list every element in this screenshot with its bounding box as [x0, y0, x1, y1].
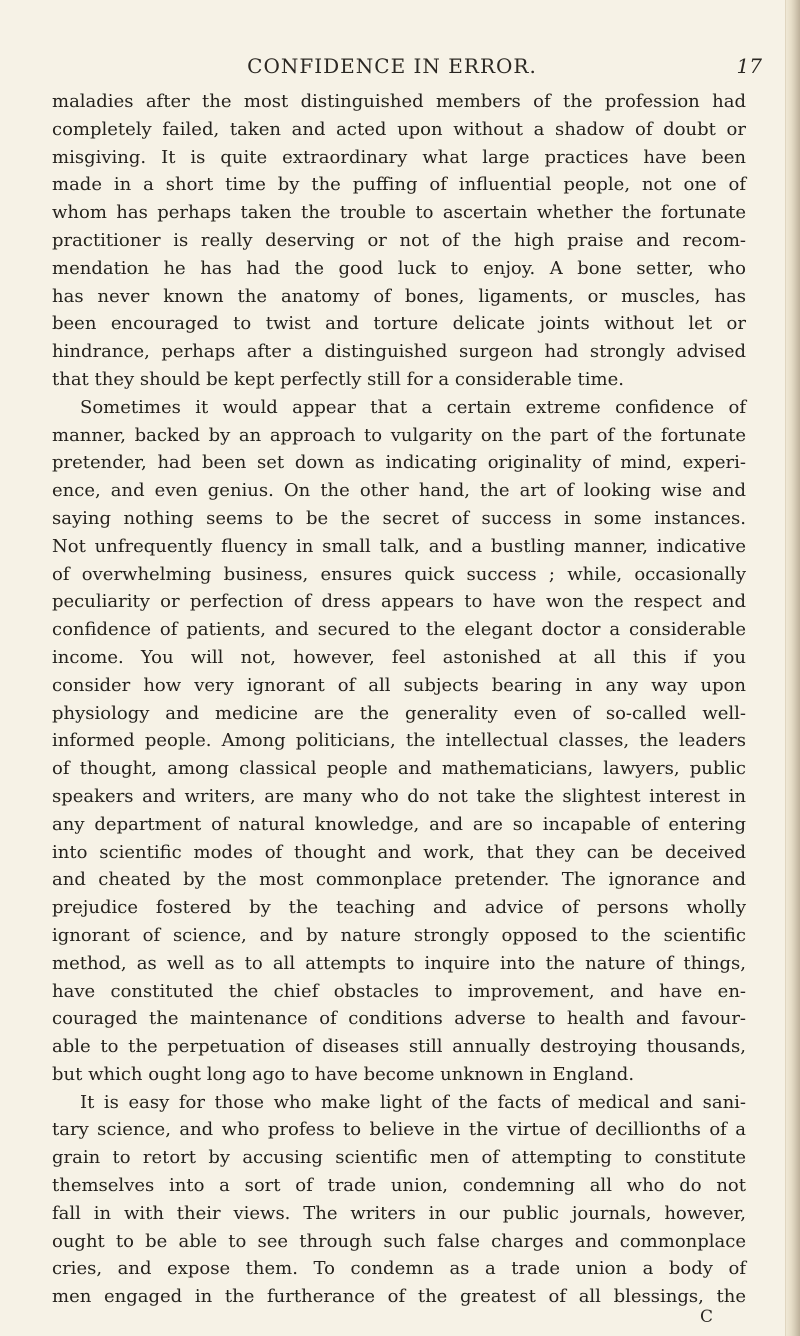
text-line: have constituted the chief obstacles to improvement, and have en-	[52, 980, 746, 1002]
text-line: confidence of patients, and secured to the elegant doctor a considerable	[52, 619, 746, 641]
text-line: Not unfrequently fluency in small talk, and a bustling manner, indicative	[52, 535, 746, 557]
text-line: prejudice fostered by the teaching and advice of persons wholly	[52, 897, 746, 919]
text-line: ignorant of science, and by nature strongly opposed to the scientific	[52, 924, 746, 946]
text-line: of thought, among classical people and mathematicians, lawyers, public	[52, 758, 746, 780]
text-line: physiology and medicine are the generality even of so-called well-	[52, 702, 746, 724]
text-line: fall in with their views. The writers in our public journals, however,	[52, 1202, 746, 1224]
text-line: consider how very ignorant of all subjects bearing in any way upon	[52, 674, 746, 696]
text-line: tary science, and who profess to believe in the virtue of decillionths of a	[52, 1119, 746, 1141]
text-line: manner, backed by an approach to vulgarity on the part of the fortunate	[52, 424, 746, 446]
body-text	[52, 88, 746, 1311]
signature-mark: C	[700, 1307, 714, 1327]
text-line: informed people. Among politicians, the intellectual classes, the leaders	[52, 730, 746, 752]
text-line: It is easy for those who make light of the facts of medical and sani-	[80, 1091, 746, 1113]
text-line: pretender, had been set down as indicating originality of mind, experi-	[52, 452, 746, 474]
text-line: able to the perpetuation of diseases still annually destroying thousands,	[52, 1036, 746, 1058]
text-line: peculiarity or perfection of dress appears to have won the respect and	[52, 591, 746, 613]
text-line: ought to be able to see through such false charges and commonplace	[52, 1230, 746, 1252]
text-line: saying nothing seems to be the secret of success in some instances.	[52, 507, 746, 529]
text-line: ence, and even genius. On the other hand, the art of looking wise and	[52, 480, 746, 502]
text-line: men engaged in the furtherance of the greatest of all blessings, the	[52, 1286, 746, 1308]
text-line: Sometimes it would appear that a certain extreme confidence of	[80, 396, 746, 418]
text-line: couraged the maintenance of conditions adverse to health and favour-	[52, 1008, 746, 1030]
text-line: maladies after the most distinguished members of the profession had	[52, 91, 746, 112]
text-line: into scientific modes of thought and work, that they can be deceived	[52, 841, 746, 863]
text-line: income. You will not, however, feel astonished at all this if you	[52, 646, 746, 668]
text-line: misgiving. It is quite extraordinary what large practices have been	[52, 146, 746, 168]
text-line: hindrance, perhaps after a distinguished surgeon had strongly advised	[52, 341, 746, 363]
text-line: speakers and writers, are many who do not take the slightest interest in	[52, 785, 746, 807]
text-line: themselves into a sort of trade union, condemning all who do not	[52, 1175, 746, 1197]
text-line: been encouraged to twist and torture delicate joints without let or	[52, 313, 746, 335]
text-line: but which ought long ago to have become unknown in England.	[52, 1063, 635, 1085]
text-line: practitioner is really deserving or not of the high praise and recom-	[52, 229, 746, 251]
text-line: any department of natural knowledge, and are so incapable of entering	[52, 813, 746, 835]
text-line: and cheated by the most commonplace pretender. The ignorance and	[52, 869, 746, 891]
text-line: has never known the anatomy of bones, ligaments, or muscles, has	[52, 285, 746, 307]
text-line: method, as well as to all attempts to inquire into the nature of things,	[52, 952, 746, 974]
text-line: mendation he has had the good luck to enjoy. A bone setter, who	[52, 257, 746, 279]
text-line: that they should be kept perfectly still for a considerable time.	[52, 368, 624, 390]
text-line: made in a short time by the puffing of influential people, not one of	[52, 174, 746, 196]
text-line: completely failed, taken and acted upon without a shadow of doubt or	[52, 118, 746, 140]
text-line: of overwhelming business, ensures quick success ; while, occasionally	[52, 563, 746, 585]
running-title: CONFIDENCE IN ERROR.	[247, 54, 537, 78]
page-number: 17	[736, 54, 762, 78]
text-line: whom has perhaps taken the trouble to ascertain whether the fortunate	[52, 202, 746, 224]
page-edge-shadow	[785, 0, 800, 1336]
text-line: cries, and expose them. To condemn as a trade union a body of	[52, 1258, 746, 1280]
running-head	[22, 54, 762, 84]
text-line: grain to retort by accusing scientific men of attempting to constitute	[52, 1147, 746, 1169]
